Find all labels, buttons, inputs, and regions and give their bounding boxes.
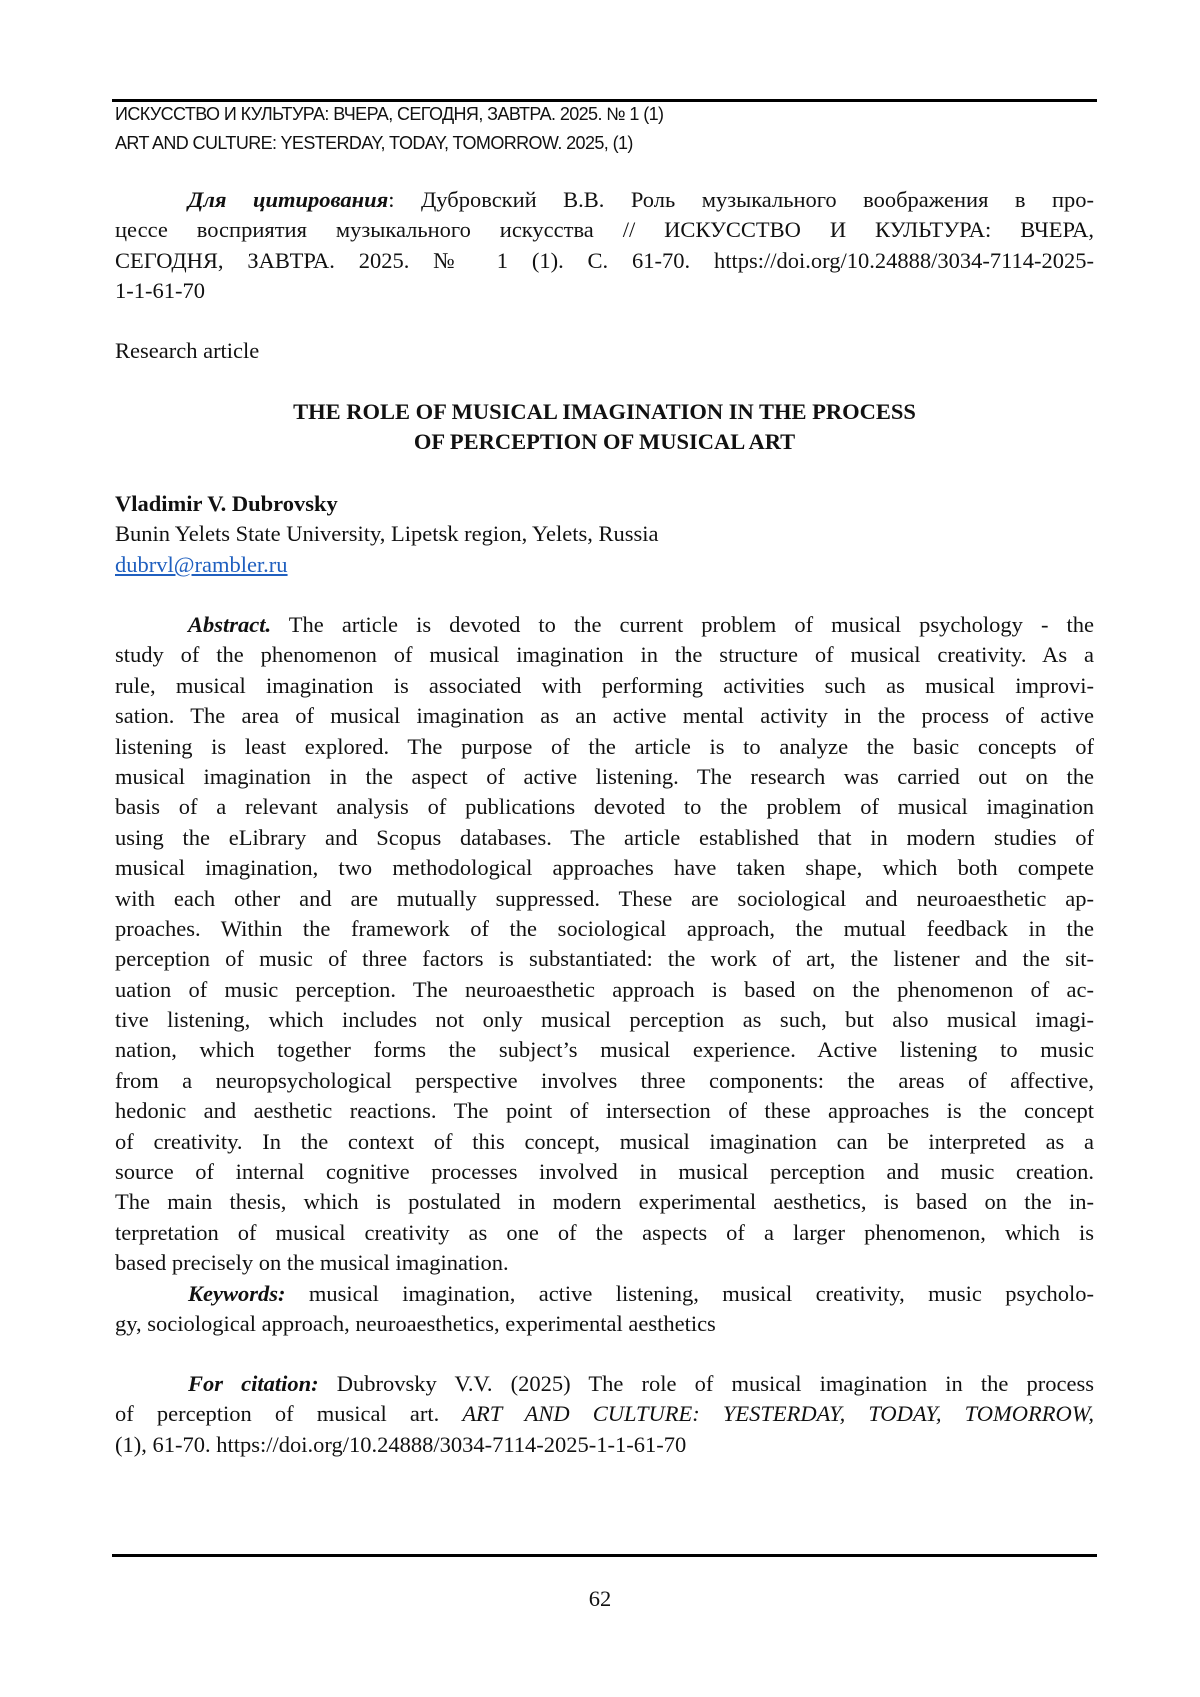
abstract-line: tive listening, which includes not only musical perception as such, but also musical imagi-	[115, 1005, 1094, 1035]
abstract-line: uation of music perception. The neuroaesthetic approach is based on the phenomenon of ac-	[115, 975, 1094, 1005]
author-name: Vladimir V. Dubrovsky	[115, 489, 1094, 519]
abstract-line: source of internal cognitive processes involved in musical perception and music creation.	[115, 1157, 1094, 1187]
abstract-line: based precisely on the musical imagination.	[115, 1248, 1094, 1278]
abstract-line: nation, which together forms the subject’s musical experience. Active listening to music	[115, 1035, 1094, 1065]
citation-en-line: For citation: Dubrovsky V.V. (2025) The role of musical imagination in the process	[115, 1369, 1094, 1399]
article-type: Research article	[115, 336, 1094, 366]
footer-rule	[112, 1554, 1097, 1557]
citation-ru-line: Для цитирования: Дубровский В.В. Роль музыкального воображения в про-	[115, 185, 1094, 215]
abstract	[115, 610, 1094, 1339]
citation-en-line: (1), 61-70. https://doi.org/10.24888/3034-7114-2025-1-1-61-70	[115, 1430, 1094, 1460]
title-line-1: THE ROLE OF MUSICAL IMAGINATION IN THE PROCESS	[115, 397, 1094, 427]
journal-header-en: ART AND CULTURE: YESTERDAY, TODAY, TOMORROW. 2025, (1)	[115, 129, 633, 158]
article-title	[115, 397, 1094, 458]
page-number: 62	[0, 1586, 1200, 1612]
abstract-label: Abstract.	[188, 612, 271, 637]
abstract-line: terpretation of musical creativity as one of the aspects of a larger phenomenon, which is	[115, 1218, 1094, 1248]
journal-header-ru: ИСКУССТВО И КУЛЬТУРА: ВЧЕРА, СЕГОДНЯ, ЗАВТРА. 2025. № 1 (1)	[115, 100, 663, 129]
keywords-label: Keywords:	[188, 1281, 286, 1306]
abstract-line: with each other and are mutually suppressed. These are sociological and neuroaesthetic ap-	[115, 884, 1094, 914]
abstract-line: musical imagination in the aspect of active listening. The research was carried out on the	[115, 762, 1094, 792]
keywords-line: gy, sociological approach, neuroaesthetics, experimental aesthetics	[115, 1309, 1094, 1339]
author-email-link[interactable]: dubrvl@rambler.ru	[115, 552, 288, 577]
journal-name: ART AND CULTURE: YESTERDAY, TODAY, TOMORROW,	[462, 1401, 1094, 1426]
abstract-line: The main thesis, which is postulated in modern experimental aesthetics, is based on the in-	[115, 1187, 1094, 1217]
abstract-line: using the eLibrary and Scopus databases. The article established that in modern studies of	[115, 823, 1094, 853]
abstract-line: musical imagination, two methodological approaches have taken shape, which both compete	[115, 853, 1094, 883]
abstract-line: hedonic and aesthetic reactions. The point of intersection of these approaches is the concept	[115, 1096, 1094, 1126]
abstract-line: rule, musical imagination is associated with performing activities such as musical improvi-	[115, 671, 1094, 701]
citation-ru-line: 1-1-61-70	[115, 276, 1094, 306]
abstract-line: from a neuropsychological perspective involves three components: the areas of affective,	[115, 1066, 1094, 1096]
abstract-line: study of the phenomenon of musical imagination in the structure of musical creativity. As a	[115, 640, 1094, 670]
citation-en	[115, 1369, 1094, 1460]
abstract-line: basis of a relevant analysis of publications devoted to the problem of musical imagination	[115, 792, 1094, 822]
citation-en-label: For citation:	[188, 1371, 319, 1396]
author-block	[115, 489, 1094, 580]
title-line-2: OF PERCEPTION OF MUSICAL ART	[115, 427, 1094, 457]
keywords-line: Keywords: musical imagination, active listening, musical creativity, music psycholo-	[115, 1279, 1094, 1309]
abstract-line: proaches. Within the framework of the sociological approach, the mutual feedback in the	[115, 914, 1094, 944]
abstract-line: perception of music of three factors is substantiated: the work of art, the listener and the sit-	[115, 944, 1094, 974]
citation-ru-line: СЕГОДНЯ, ЗАВТРА. 2025. № 1 (1). С. 61-70. https://doi.org/10.24888/3034-7114-2025-	[115, 246, 1094, 276]
author-affiliation: Bunin Yelets State University, Lipetsk region, Yelets, Russia	[115, 519, 1094, 549]
abstract-line: Abstract. The article is devoted to the current problem of musical psychology - the	[115, 610, 1094, 640]
citation-ru-label: Для цитирования	[188, 187, 388, 212]
citation-ru	[115, 185, 1094, 307]
citation-ru-line: цессе восприятия музыкального искусства // ИСКУССТВО И КУЛЬТУРА: ВЧЕРА,	[115, 215, 1094, 245]
citation-en-line: of perception of musical art. ART AND CULTURE: YESTERDAY, TODAY, TOMORROW,	[115, 1399, 1094, 1429]
abstract-line: of creativity. In the context of this concept, musical imagination can be interpreted as a	[115, 1127, 1094, 1157]
abstract-line: listening is least explored. The purpose of the article is to analyze the basic concepts of	[115, 732, 1094, 762]
abstract-line: sation. The area of musical imagination as an active mental activity in the process of active	[115, 701, 1094, 731]
